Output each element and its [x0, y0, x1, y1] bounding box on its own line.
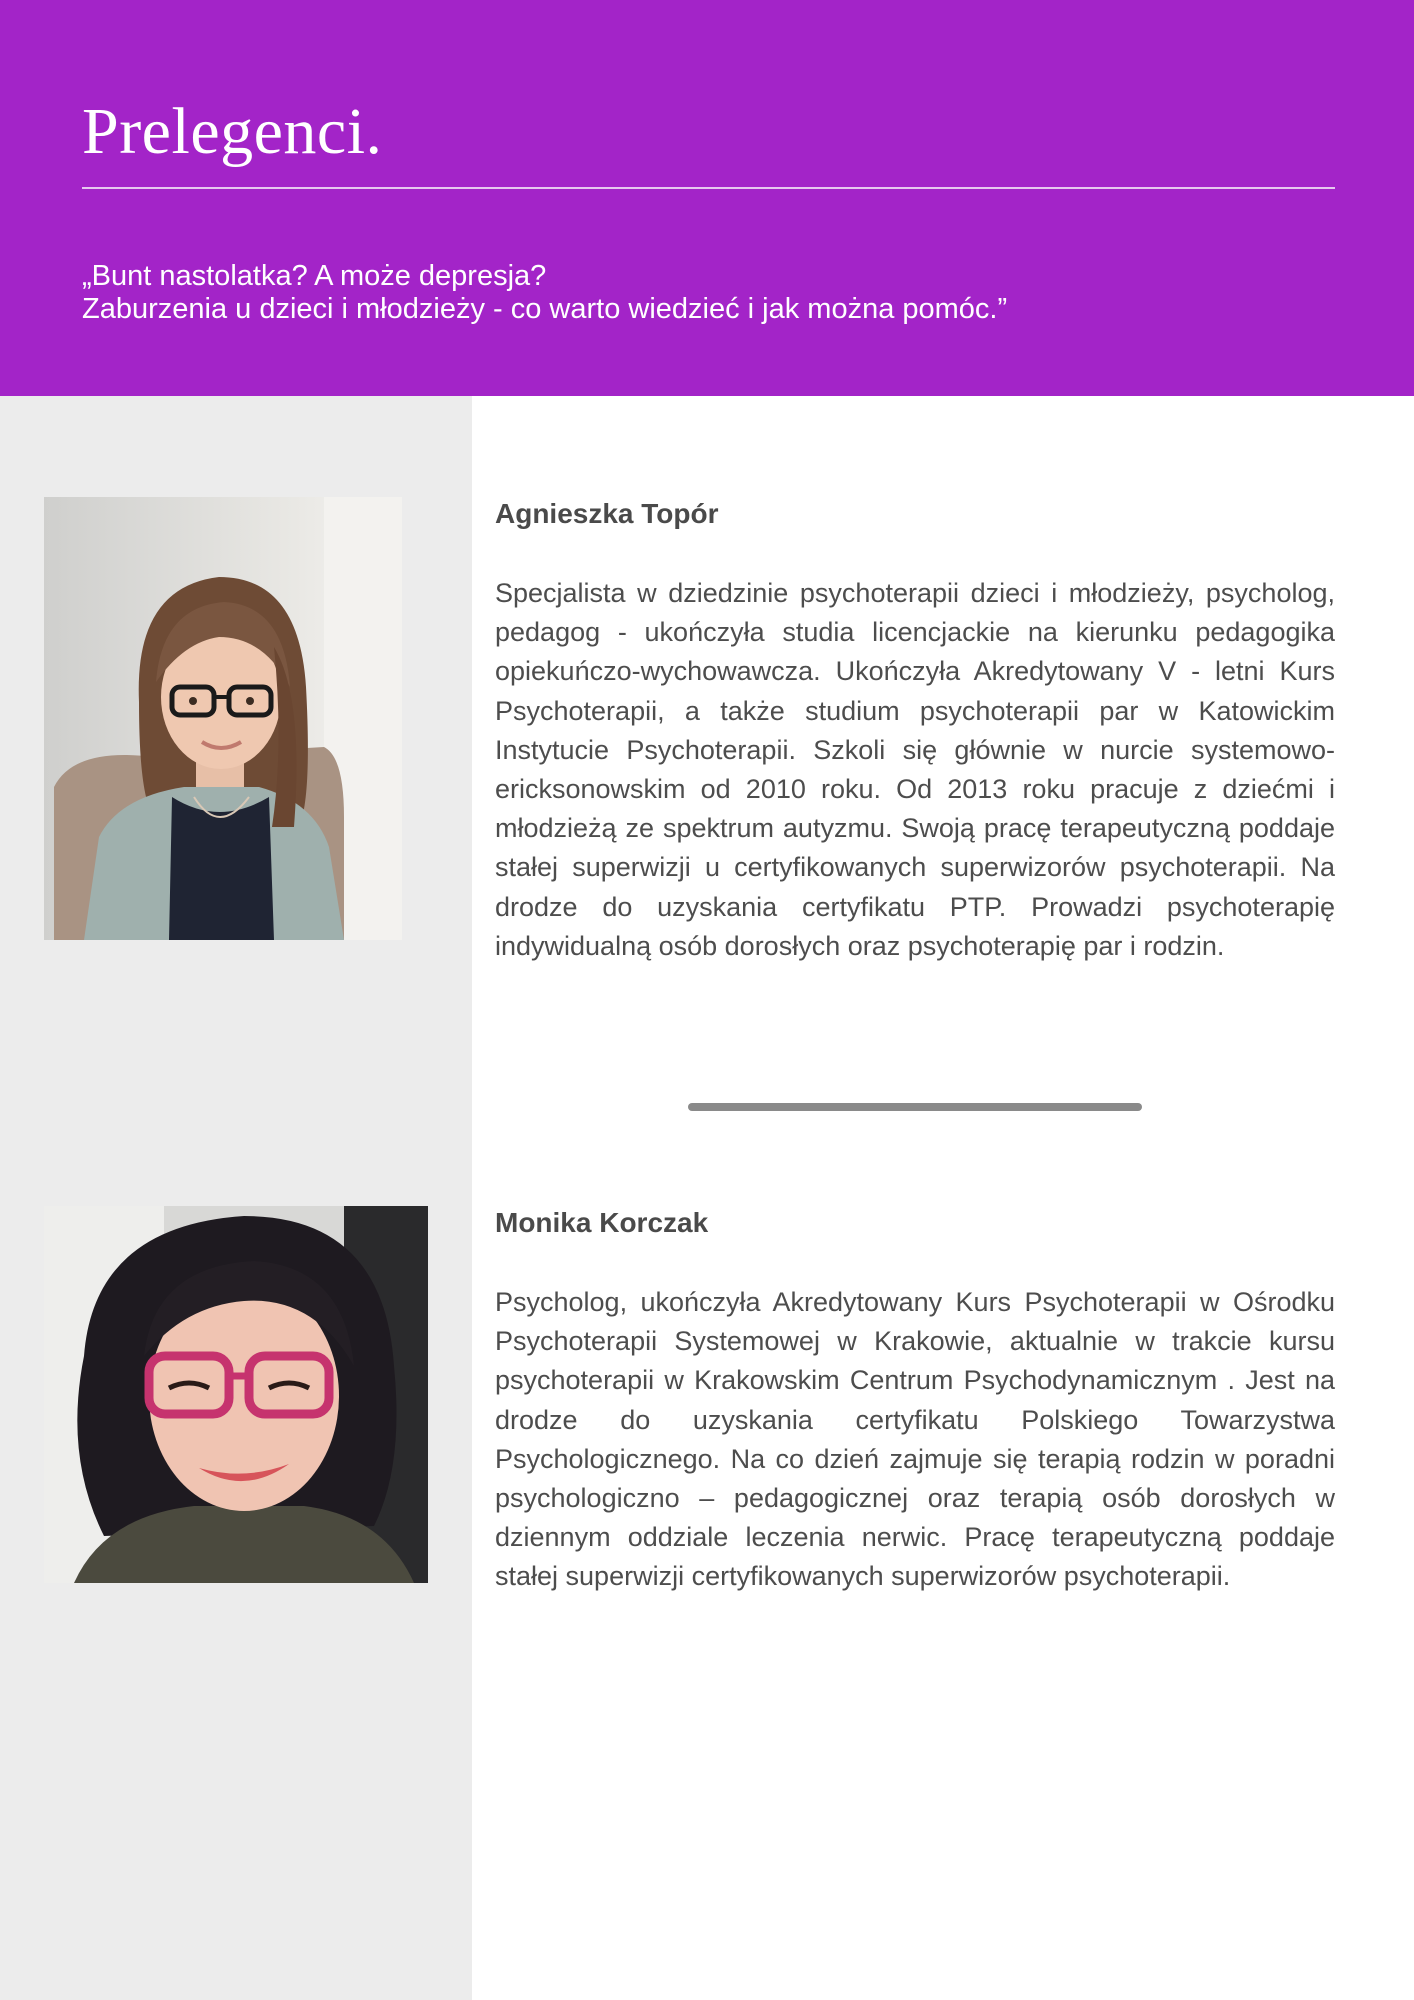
header-banner	[0, 0, 1414, 396]
section-divider	[688, 1103, 1142, 1111]
speaker-name-monika: Monika Korczak	[495, 1207, 709, 1238]
speaker-photo-agnieszka	[44, 497, 402, 940]
speaker-photo-monika	[44, 1206, 428, 1583]
lecture-title	[82, 260, 1335, 326]
lecture-title-line-2: Zaburzenia u dzieci i młodzieży - co warto wiedzieć i jak można pomóc.”	[82, 293, 1008, 325]
header-divider	[82, 187, 1335, 189]
lecture-title-line-1: „Bunt nastolatka? A może depresja?	[82, 260, 547, 292]
speaker-name-agnieszka: Agnieszka Topór	[495, 498, 719, 529]
page-title: Prelegenci.	[82, 95, 383, 168]
speaker-bio-agnieszka: Specjalista w dziedzinie psychoterapii dzieci i młodzieży, psycholog, pedagog - ukończyła studia licencjackie na kierunku pedagogika opiekuńczo-wychowawcza. Ukończyła Akredytowany V - letni Kurs Psychoterapii, a także studium psychoterapii par w Katowickim Instytucie Psychoterapii. Szkoli się głównie w nurcie systemowo-ericksonowskim od 2010 roku. Od 2013 roku pracuje z dziećmi i młodzieżą ze spektrum autyzmu. Swoją pracę terapeutyczną poddaje stałej superwizji u certyfikowanych superwizorów psychoterapii. Na drodze do uzyskania certyfikatu PTP. Prowadzi psychoterapię indywidualną osób dorosłych oraz psychoterapię par i rodzin.	[495, 578, 1335, 961]
speaker-bio-monika: Psycholog, ukończyła Akredytowany Kurs Psychoterapii w Ośrodku Psychoterapii Systemowej w Krakowie, aktualnie w trakcie kursu psychoterapii w Krakowskim Centrum Psychodynamicznym . Jest na drodze do uzyskania certyfikatu Polskiego Towarzystwa Psychologicznego. Na co dzień zajmuje się terapią rodzin w poradni psychologiczno – pedagogicznej oraz terapią osób dorosłych w dziennym oddziale leczenia nerwic. Pracę terapeutyczną poddaje stałej superwizji certyfikowanych superwizorów psychoterapii.	[495, 1287, 1335, 1592]
